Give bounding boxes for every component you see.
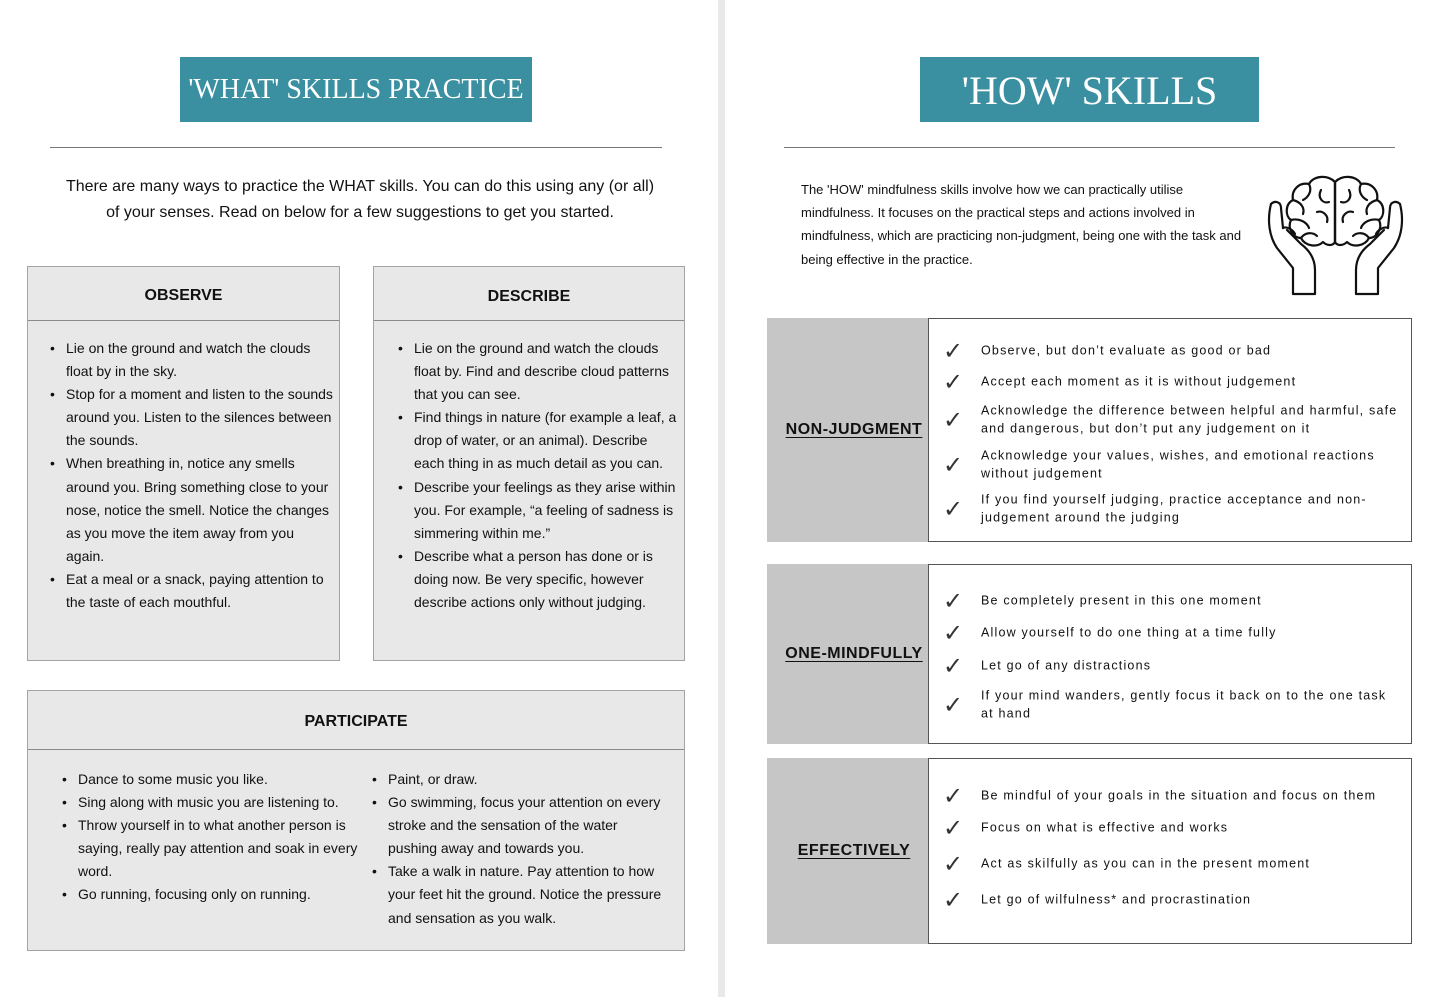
checkmark-icon: ✓ — [943, 337, 964, 365]
checkmark-icon: ✓ — [943, 451, 964, 479]
checklist-item — [929, 617, 1407, 649]
list-item: • Eat a meal or a snack, paying attention to the taste of each mouthful. — [48, 568, 333, 614]
list-item: • Go swimming, focus your attention on every stroke and the sensation of the water pushing away and towards you. — [370, 791, 670, 860]
how-skills-page — [725, 0, 1445, 997]
observe-card — [27, 266, 340, 661]
checkmark-icon: ✓ — [943, 782, 964, 810]
checkmark-icon: ✓ — [943, 691, 964, 719]
how-skills-banner: 'HOW' SKILLS — [920, 57, 1259, 122]
checklist-text: Be mindful of your goals in the situation and focus on them — [981, 788, 1377, 803]
one-mindfully-block — [767, 564, 1412, 744]
participate-list-left — [60, 768, 360, 907]
checklist-item — [929, 779, 1407, 813]
list-item: • Describe your feelings as they arise within you. For example, “a feeling of sadness is simmering within me.” — [396, 476, 678, 545]
checklist-item — [929, 585, 1407, 617]
checklist-text: Let go of wilfulness* and procrastination — [981, 892, 1252, 907]
checklist-item — [929, 367, 1407, 397]
participate-list-right — [370, 768, 670, 930]
checklist-text: Acknowledge the difference between helpful and harmful, safe and dangerous, but don’t put any judgement on it — [981, 403, 1398, 435]
participate-heading: PARTICIPATE — [28, 691, 684, 750]
list-item: • Dance to some music you like. — [60, 768, 360, 791]
one-mindfully-label-box — [767, 564, 929, 744]
checklist-text: If your mind wanders, gently focus it back on to the one task at hand — [981, 688, 1387, 720]
divider — [50, 147, 662, 148]
checklist-text: Be completely present in this one moment — [981, 593, 1262, 608]
observe-heading: OBSERVE — [28, 267, 339, 321]
checklist-item — [929, 883, 1407, 917]
checklist-text: Allow yourself to do one thing at a time fully — [981, 625, 1277, 640]
list-item: • Sing along with music you are listening to. — [60, 791, 360, 814]
checklist-item — [929, 811, 1407, 845]
checklist-item — [929, 847, 1407, 881]
intro-line: There are many ways to practice the WHAT skills. You can do this using any (or all) — [65, 178, 655, 195]
describe-list — [396, 337, 678, 614]
what-skills-banner: 'WHAT' SKILLS PRACTICE — [180, 57, 532, 122]
one-mindfully-label: ONE-MINDFULLY — [785, 645, 923, 662]
checklist-text: Let go of any distractions — [981, 658, 1152, 673]
checkmark-icon: ✓ — [943, 406, 964, 434]
participate-card — [27, 690, 685, 951]
non-judgment-block — [767, 318, 1412, 542]
checkmark-icon: ✓ — [943, 886, 964, 914]
checkmark-icon: ✓ — [943, 368, 964, 396]
checklist-item — [929, 650, 1407, 682]
effectively-label: EFFECTIVELY — [797, 842, 911, 859]
checklist-item — [929, 443, 1407, 487]
intro-line: of your senses. Read on below for a few suggestions to get you started. — [106, 204, 614, 221]
checklist-text: Act as skilfully as you can in the present moment — [981, 856, 1311, 871]
checklist-item — [929, 336, 1407, 366]
effectively-block — [767, 758, 1412, 944]
checkmark-icon: ✓ — [943, 652, 964, 680]
divider — [784, 147, 1395, 148]
describe-card — [373, 266, 685, 661]
checklist-item — [929, 398, 1407, 442]
observe-list — [48, 337, 333, 614]
checklist-text: Acknowledge your values, wishes, and emotional reactions without judgement — [981, 448, 1375, 480]
list-item: • Stop for a moment and listen to the sounds around you. Listen to the silences between the sounds. — [48, 383, 333, 452]
list-item: • Go running, focusing only on running. — [60, 883, 360, 906]
checkmark-icon: ✓ — [943, 587, 964, 615]
checklist-item — [929, 487, 1407, 531]
non-judgment-label-box — [767, 318, 929, 542]
describe-heading: DESCRIBE — [374, 267, 684, 321]
one-mindfully-list — [928, 564, 1412, 744]
brain-in-hands-icon — [1263, 170, 1408, 300]
list-item: • Lie on the ground and watch the clouds float by in the sky. — [48, 337, 333, 383]
list-item: • Find things in nature (for example a leaf, a drop of water, or an animal). Describe each thing in as much detail as you can. — [396, 406, 678, 475]
non-judgment-label: NON-JUDGMENT — [785, 421, 923, 438]
list-item: • When breathing in, notice any smells around you. Bring something close to your nose, notice the smell. Notice the changes as you move the item away from you again. — [48, 452, 333, 567]
list-item: • Describe what a person has done or is doing now. Be very specific, however describe actions only without judging. — [396, 545, 678, 614]
checkmark-icon: ✓ — [943, 619, 964, 647]
checkmark-icon: ✓ — [943, 850, 964, 878]
effectively-list — [928, 758, 1412, 944]
checklist-item — [929, 683, 1407, 727]
non-judgment-list — [928, 318, 1412, 542]
checklist-text: Accept each moment as it is without judgement — [981, 374, 1297, 389]
what-intro-text — [40, 174, 680, 226]
list-item: • Take a walk in nature. Pay attention to how your feet hit the ground. Notice the pressure and sensation as you walk. — [370, 860, 670, 929]
how-intro-text: The 'HOW' mindfulness skills involve how we can practically utilise mindfulness. It focuses on the practical steps and actions involved in mindfulness, which are practicing non-judgment, being one with the task and being effective in the practice. — [801, 182, 1242, 267]
checklist-text: If you find yourself judging, practice acceptance and non-judgement around the judging — [981, 492, 1367, 524]
list-item: • Lie on the ground and watch the clouds float by. Find and describe cloud patterns that you can see. — [396, 337, 678, 406]
checklist-text: Observe, but don’t evaluate as good or bad — [981, 343, 1272, 358]
checklist-text: Focus on what is effective and works — [981, 820, 1229, 835]
checkmark-icon: ✓ — [943, 495, 964, 523]
list-item: • Throw yourself in to what another person is saying, really pay attention and soak in every word. — [60, 814, 360, 883]
checkmark-icon: ✓ — [943, 814, 964, 842]
list-item: • Paint, or draw. — [370, 768, 670, 791]
effectively-label-box — [767, 758, 929, 944]
what-skills-page — [0, 0, 718, 997]
